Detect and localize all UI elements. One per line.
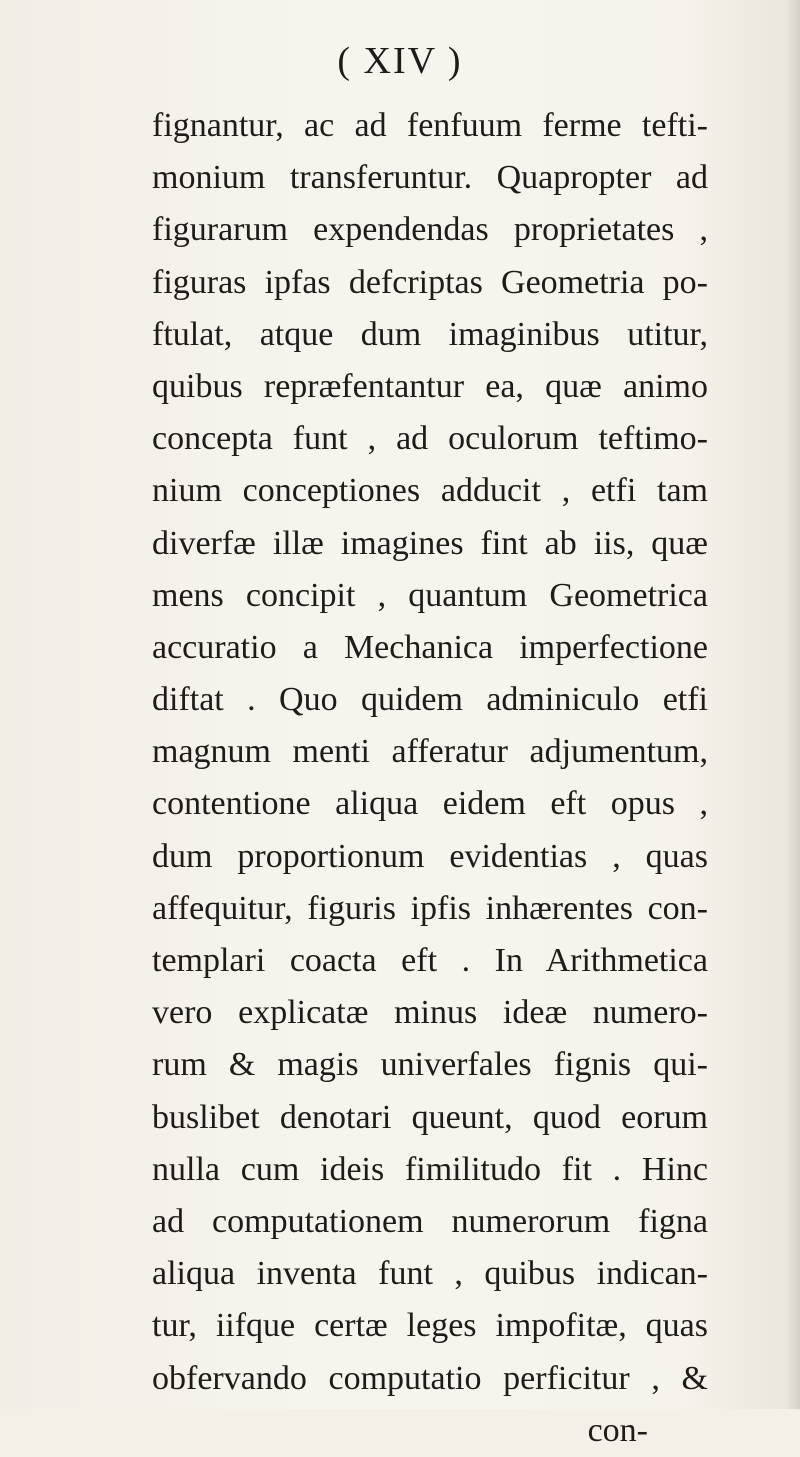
text-line: obfervando computatio perficitur , & xyxy=(152,1359,708,1397)
text-line: contentione aliqua eidem eft opus , xyxy=(152,785,708,823)
text-line: concepta funt , ad oculorum teftimo- xyxy=(152,420,708,458)
text-line: figurarum expendendas proprietates , xyxy=(152,211,708,249)
text-line: dum proportionum evidentias , quas xyxy=(152,837,708,875)
text-line: figuras ipfas defcriptas Geometria po- xyxy=(152,263,708,301)
text-line: diverfæ illæ imagines fint ab iis, quæ xyxy=(152,524,708,562)
text-line: rum & magis univerfales fignis qui- xyxy=(152,1046,708,1084)
page-number-header: ( XIV ) xyxy=(337,40,463,82)
text-line: affequitur, figuris ipfis inhærentes con- xyxy=(152,889,708,927)
text-line: tur, iifque certæ leges impofitæ, quas xyxy=(152,1307,708,1345)
text-line: templari coacta eft . In Arithmetica xyxy=(152,942,708,979)
text-line: nium conceptiones adducit , etfi tam xyxy=(152,472,708,510)
text-line: nulla cum ideis fimilitudo fit . Hinc xyxy=(152,1150,708,1188)
text-line: aliqua inventa funt , quibus indican- xyxy=(152,1255,708,1293)
body-text xyxy=(152,100,708,1457)
text-line: mens concipit , quantum Geometrica xyxy=(152,576,708,614)
text-line: buslibet denotari queunt, quod eorum xyxy=(152,1098,708,1136)
text-line: ad computationem numerorum figna xyxy=(152,1202,708,1240)
text-line: quibus repræfentantur ea, quæ animo xyxy=(152,367,708,405)
text-line: ftulat, atque dum imaginibus utitur, xyxy=(152,315,708,353)
text-line: accuratio a Mechanica imperfectione xyxy=(152,628,708,666)
text-line: fignantur, ac ad fenfuum ferme tefti- xyxy=(152,107,708,144)
text-line: diftat . Quo quidem adminiculo etfi xyxy=(152,681,708,719)
text-line: magnum menti afferatur adjumentum, xyxy=(152,733,708,771)
text-line: vero explicatæ minus ideæ numero- xyxy=(152,994,708,1032)
catchword: con- xyxy=(587,1411,648,1449)
text-line: monium transferuntur. Quapropter ad xyxy=(152,159,708,197)
page-edge-shadow xyxy=(786,0,800,1409)
